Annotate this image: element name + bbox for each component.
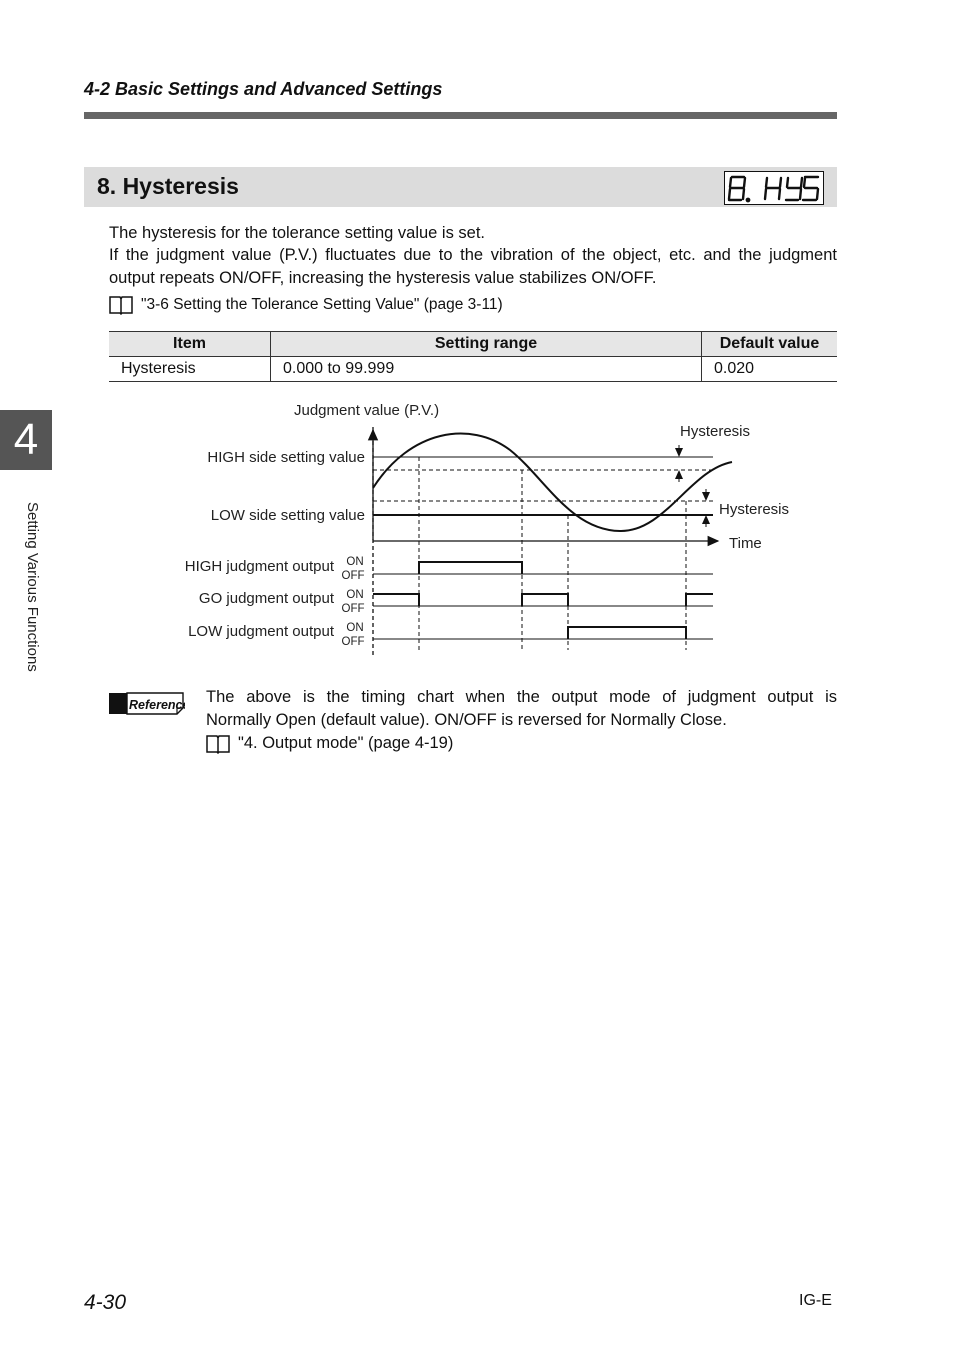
chapter-tab: 4 <box>0 410 52 470</box>
reference-note-line-2: Normally Open (default value). ON/OFF is reversed for Normally Close. <box>206 711 727 729</box>
seven-segment-display <box>724 171 824 205</box>
hysteresis-bottom-label: Hysteresis <box>719 501 790 518</box>
seven-segment-icon <box>725 172 823 204</box>
y-axis-label: Judgment value (P.V.) <box>294 402 440 419</box>
high-off-label: OFF <box>341 570 365 582</box>
document-code: IG-E <box>799 1292 832 1309</box>
reference-note <box>206 686 837 755</box>
low-setting-label: LOW side setting value <box>210 507 365 524</box>
header-item: Item <box>109 332 271 357</box>
reference-badge <box>109 690 185 718</box>
high-on-label: ON <box>346 556 364 568</box>
cell-item: Hysteresis <box>109 357 271 382</box>
header-default-value: Default value <box>702 332 838 357</box>
reference-text: "4. Output mode" (page 4-19) <box>238 734 454 752</box>
reference-link-tolerance[interactable] <box>109 295 503 315</box>
header-rule <box>84 112 837 119</box>
cell-default-value: 0.020 <box>702 357 838 382</box>
reference-badge-text: Reference <box>129 698 185 712</box>
low-output-label: LOW judgment output <box>188 623 334 640</box>
hysteresis-top-label: Hysteresis <box>680 423 751 440</box>
cell-setting-range: 0.000 to 99.999 <box>271 357 702 382</box>
reference-note-line-1: The above is the timing chart when the output mode of judgment output is <box>206 688 837 706</box>
reference-text: "3-6 Setting the Tolerance Setting Value" (page 3-11) <box>141 296 503 313</box>
page-title: 8. Hysteresis <box>97 173 239 199</box>
header-setting-range: Setting range <box>271 332 702 357</box>
go-off-label: OFF <box>341 603 365 615</box>
low-on-label: ON <box>346 622 364 634</box>
settings-table <box>109 331 837 382</box>
intro-line-1: The hysteresis for the tolerance setting value is set. <box>109 224 486 242</box>
x-axis-label: Time <box>729 535 762 552</box>
book-icon <box>109 295 133 315</box>
high-output-signal <box>419 562 522 574</box>
table-row <box>109 357 837 382</box>
book-icon <box>206 734 230 754</box>
high-output-label: HIGH judgment output <box>184 558 334 575</box>
go-on-label: ON <box>346 589 364 601</box>
go-output-label: GO judgment output <box>198 590 334 607</box>
reference-link-output-mode[interactable] <box>206 732 837 755</box>
high-setting-label: HIGH side setting value <box>207 449 365 466</box>
low-output-signal <box>568 627 686 639</box>
page-number: 4-30 <box>84 1291 127 1314</box>
chapter-side-text: Setting Various Functions <box>24 502 41 672</box>
timing-chart <box>0 395 954 665</box>
section-header: 4-2 Basic Settings and Advanced Settings <box>84 79 443 99</box>
low-off-label: OFF <box>341 636 365 648</box>
go-output-signal <box>373 594 713 606</box>
judgment-value-curve <box>373 434 732 531</box>
table-header-row <box>109 332 837 357</box>
intro-line-2: If the judgment value (P.V.) fluctuates due to the vibration of the object, etc. and the judgment output repeats ON/OFF, increasing the hysteresis value stabilizes ON/OFF. <box>109 246 837 287</box>
